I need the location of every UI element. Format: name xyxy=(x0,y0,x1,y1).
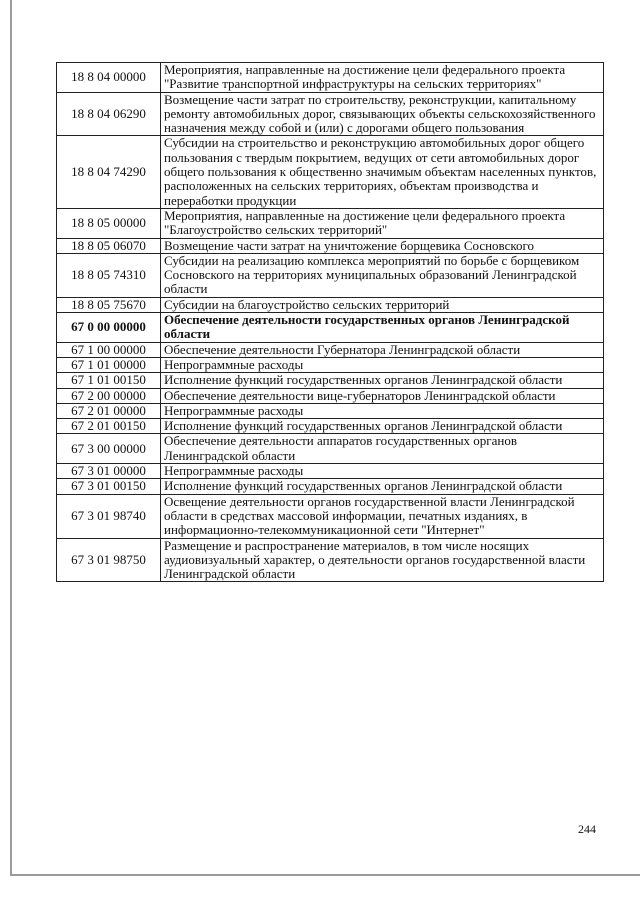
row-name: Обеспечение деятельности государственных органов Ленинградской области xyxy=(161,313,604,343)
table-row xyxy=(57,238,604,253)
row-code: 18 8 04 06290 xyxy=(57,92,161,136)
table-row xyxy=(57,297,604,312)
page-left-edge xyxy=(10,0,12,875)
row-name: Исполнение функций государственных органов Ленинградской области xyxy=(161,479,604,494)
row-name: Возмещение части затрат на уничтожение борщевика Сосновского xyxy=(161,238,604,253)
table-row xyxy=(57,313,604,343)
table-row xyxy=(57,419,604,434)
table-row xyxy=(57,342,604,357)
row-name: Обеспечение деятельности Губернатора Ленинградской области xyxy=(161,342,604,357)
table-row xyxy=(57,208,604,238)
row-code: 67 2 00 00000 xyxy=(57,388,161,403)
row-name: Непрограммные расходы xyxy=(161,357,604,372)
row-name: Мероприятия, направленные на достижение цели федерального проекта "Благоустройство сельских территорий" xyxy=(161,208,604,238)
row-name: Субсидии на реализацию комплекса мероприятий по борьбе с борщевиком Сосновского на территориях муниципальных образований Ленинградской области xyxy=(161,253,604,297)
row-name: Обеспечение деятельности вице-губернаторов Ленинградской области xyxy=(161,388,604,403)
row-code: 67 3 00 00000 xyxy=(57,434,161,464)
row-code: 67 2 01 00150 xyxy=(57,419,161,434)
table-row xyxy=(57,92,604,136)
row-code: 67 1 01 00150 xyxy=(57,373,161,388)
row-code: 18 8 05 75670 xyxy=(57,297,161,312)
row-name: Мероприятия, направленные на достижение цели федерального проекта "Развитие транспортной инфраструктуры на сельских территориях" xyxy=(161,63,604,93)
row-name: Непрограммные расходы xyxy=(161,403,604,418)
row-code: 18 8 05 74310 xyxy=(57,253,161,297)
row-name: Обеспечение деятельности аппаратов государственных органов Ленинградской области xyxy=(161,434,604,464)
row-name: Исполнение функций государственных органов Ленинградской области xyxy=(161,419,604,434)
page-number: 244 xyxy=(578,822,596,836)
row-name: Исполнение функций государственных органов Ленинградской области xyxy=(161,373,604,388)
row-code: 18 8 04 74290 xyxy=(57,136,161,208)
table-row xyxy=(57,479,604,494)
row-code: 67 1 00 00000 xyxy=(57,342,161,357)
page-bottom-edge xyxy=(10,874,640,876)
row-name: Непрограммные расходы xyxy=(161,464,604,479)
table-row xyxy=(57,63,604,93)
row-name: Возмещение части затрат по строительству, реконструкции, капитальному ремонту автомобильных дорог, связывающих объекты сельскохозяйственного назначения между собой и (или) с дорогами общего пользования xyxy=(161,92,604,136)
row-name: Освещение деятельности органов государственной власти Ленинградской области в средствах массовой информации, печатных изданиях, в информационно-телекоммуникационной сети "Интернет" xyxy=(161,494,604,538)
row-code: 67 3 01 00000 xyxy=(57,464,161,479)
row-code: 67 2 01 00000 xyxy=(57,403,161,418)
table-row xyxy=(57,494,604,538)
row-code: 18 8 05 00000 xyxy=(57,208,161,238)
row-code: 67 0 00 00000 xyxy=(57,313,161,343)
row-name: Субсидии на благоустройство сельских территорий xyxy=(161,297,604,312)
table-row xyxy=(57,253,604,297)
row-code: 67 3 01 00150 xyxy=(57,479,161,494)
row-code: 18 8 05 06070 xyxy=(57,238,161,253)
row-name: Размещение и распространение материалов, в том числе носящих аудиовизуальный характер, о деятельности органов государственной власти Ленинградской области xyxy=(161,538,604,582)
row-code: 67 3 01 98750 xyxy=(57,538,161,582)
row-name: Субсидии на строительство и реконструкцию автомобильных дорог общего пользования с твердым покрытием, ведущих от сети автомобильных дорог общего пользования к общественно значимым объектам населенных пунктов, расположенных на сельских территориях, объектам производства и переработки продукции xyxy=(161,136,604,208)
table-row xyxy=(57,388,604,403)
row-code: 18 8 04 00000 xyxy=(57,63,161,93)
table-row xyxy=(57,403,604,418)
table-body xyxy=(57,63,604,582)
table-row xyxy=(57,136,604,208)
row-code: 67 3 01 98740 xyxy=(57,494,161,538)
table-row xyxy=(57,434,604,464)
table-row xyxy=(57,357,604,372)
table-row xyxy=(57,538,604,582)
row-code: 67 1 01 00000 xyxy=(57,357,161,372)
budget-codes-table xyxy=(56,62,604,582)
table-row xyxy=(57,464,604,479)
table-row xyxy=(57,373,604,388)
